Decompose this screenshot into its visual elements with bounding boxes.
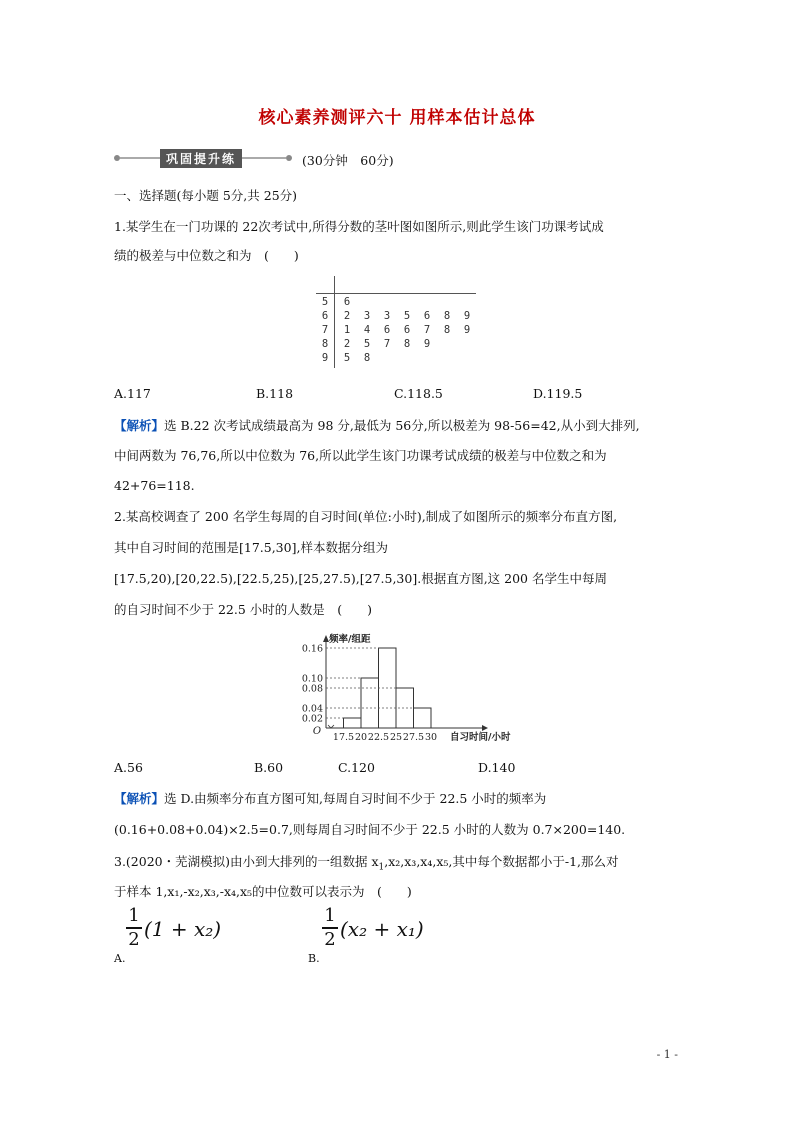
x-tick-label: 30	[424, 732, 438, 743]
x-tick-label: 17.5	[332, 732, 355, 743]
q2-text-line-2: 其中自习时间的范围是[17.5,30],样本数据分组为	[114, 540, 388, 555]
q2-option-d: D.140	[478, 760, 516, 775]
q1-option-b: B.118	[256, 386, 294, 401]
x-axis-arrow	[482, 725, 488, 731]
q3-option-b-label: B.	[308, 952, 320, 965]
x-tick-label: 22.5	[367, 732, 390, 743]
x-axis-label: 自习时间/小时	[450, 732, 511, 743]
leaf-value: 9	[423, 338, 431, 350]
q2-text-line-4: 的自习时间不少于 22.5 小时的人数是 ( )	[114, 602, 373, 617]
section-badge-label: 巩固提升练	[160, 149, 242, 168]
histogram-bar	[344, 718, 362, 728]
leaf-value: 1	[343, 324, 351, 336]
y-axis-label: 频率/组距	[329, 634, 371, 645]
y-tick-label: 0.16	[301, 643, 323, 655]
frac-numerator: 1	[324, 905, 336, 926]
q3-option-a-expr: (1 + x₂)	[144, 917, 222, 941]
page-title: 核心素养测评六十 用样本估计总体	[258, 108, 536, 128]
y-tick-label: 0.04	[301, 703, 323, 715]
stem-value: 6	[321, 310, 329, 322]
leaf-value: 6	[343, 296, 351, 308]
q3-option-a-label: A.	[114, 952, 126, 965]
stem-value: 8	[321, 338, 329, 350]
q2-analysis-line-2: (0.16+0.08+0.04)×2.5=0.7,则每周自习时间不少于 22.5 小时的人数为 0.7×200=140.	[114, 822, 626, 837]
q2-text-line-1: 2.某高校调查了 200 名学生每周的自习时间(单位:小时),制成了如图所示的频率分布直方图,	[114, 509, 618, 524]
q2-option-b: B.60	[254, 760, 284, 775]
leaf-value: 6	[403, 324, 411, 336]
frac-denominator: 2	[324, 928, 336, 950]
frac-denominator: 2	[128, 928, 140, 950]
q2-text-line-3: [17.5,20),[20,22.5),[22.5,25),[25,27.5),[27.5,30].根据直方图,这 200 名学生中每周	[114, 571, 607, 586]
stem-value: 9	[321, 352, 329, 364]
analysis-label: 【解析】	[114, 418, 165, 433]
badge-rule-right	[242, 157, 286, 159]
badge-rule-left	[120, 157, 160, 159]
section-time: (30分钟 60分)	[302, 153, 394, 168]
x-tick-label: 27.5	[402, 732, 425, 743]
q2-option-a: A.56	[114, 760, 143, 775]
q1-option-a: A.117	[114, 386, 151, 401]
y-tick-label: 0.08	[301, 683, 323, 695]
leaf-value: 2	[343, 338, 351, 350]
leaf-value: 2	[343, 310, 351, 322]
q1-analysis-line-3: 42+76=118.	[114, 478, 195, 493]
section-badge	[114, 148, 292, 168]
q3-option-b-expr: (x₂ + x₁)	[340, 917, 424, 941]
origin-label: O	[312, 726, 322, 737]
q1-text-line-2: 绩的极差与中位数之和为 ( )	[114, 248, 299, 263]
leaf-value: 8	[403, 338, 411, 350]
analysis-label: 【解析】	[114, 791, 165, 806]
stem-leaf-vertical-rule	[334, 276, 335, 368]
q1-analysis-line-2: 中间两数为 76,76,所以中位数为 76,所以此学生该门功课考试成绩的极差与中位数之和为	[114, 448, 607, 463]
x-tick-label: 20	[354, 732, 368, 743]
leaf-value: 6	[383, 324, 391, 336]
leaf-value: 7	[383, 338, 391, 350]
histogram-bar	[414, 708, 432, 728]
leaf-value: 8	[363, 352, 371, 364]
q1-analysis-text-1: 选 B.22 次考试成绩最高为 98 分,最低为 56分,所以极差为 98-56=42,从小到大排列,	[164, 418, 640, 433]
leaf-value: 5	[363, 338, 371, 350]
leaf-value: 3	[363, 310, 371, 322]
q2-option-c: C.120	[338, 760, 375, 775]
leaf-value: 9	[463, 310, 471, 322]
q3-text-prefix: 3.(2020・芜湖模拟)由小到大排列的一组数据 x	[114, 854, 379, 869]
leaf-value: 6	[423, 310, 431, 322]
stem-value: 7	[321, 324, 329, 336]
y-tick-label: 0.02	[301, 713, 323, 725]
frequency-histogram	[296, 630, 516, 748]
q1-text-line-1: 1.某学生在一门功课的 22次考试中,所得分数的茎叶图如图所示,则此学生该门功课考试成	[114, 219, 604, 234]
frac-numerator: 1	[128, 905, 140, 926]
leaf-value: 5	[403, 310, 411, 322]
stem-leaf-horizontal-rule	[316, 293, 476, 294]
leaf-value: 5	[343, 352, 351, 364]
q1-analysis-line-1	[114, 417, 640, 435]
stem-leaf-plot	[316, 276, 480, 368]
q2-analysis-text-1: 选 D.由频率分布直方图可知,每周自习时间不少于 22.5 小时的频率为	[164, 791, 547, 806]
leaf-value: 3	[383, 310, 391, 322]
leaf-value: 9	[463, 324, 471, 336]
badge-dot	[286, 155, 292, 161]
leaf-value: 8	[443, 310, 451, 322]
fraction	[322, 906, 338, 950]
leaf-value: 7	[423, 324, 431, 336]
q1-option-d: D.119.5	[533, 386, 583, 401]
y-tick-label: 0.10	[301, 673, 323, 685]
x-tick-label: 25	[389, 732, 403, 743]
q3-option-b	[308, 904, 448, 968]
leaf-value: 8	[443, 324, 451, 336]
part-heading: 一、选择题(每小题 5分,共 25分)	[114, 188, 298, 203]
q3-text-line-2: 于样本 1,x₁,-x₂,x₃,-x₄,x₅的中位数可以表示为 ( )	[114, 884, 412, 899]
q3-text-rest: ,x₂,x₃,x₄,x₅,其中每个数据都小于-1,那么对	[384, 854, 619, 869]
page-number: - 1 -	[656, 1048, 678, 1061]
q2-analysis-line-1	[114, 790, 546, 808]
q1-option-c: C.118.5	[394, 386, 443, 401]
fraction	[126, 906, 142, 950]
histogram-bar	[361, 678, 379, 728]
q3-option-a	[114, 904, 254, 968]
leaf-value: 4	[363, 324, 371, 336]
q3-text-line-1: 3.(2020・芜湖模拟)由小到大排列的一组数据 $x_1,x_2,x_3,x_4,x_5$,其中每个数据都小于-1,那么对	[114, 854, 619, 873]
stem-value: 5	[321, 296, 329, 308]
